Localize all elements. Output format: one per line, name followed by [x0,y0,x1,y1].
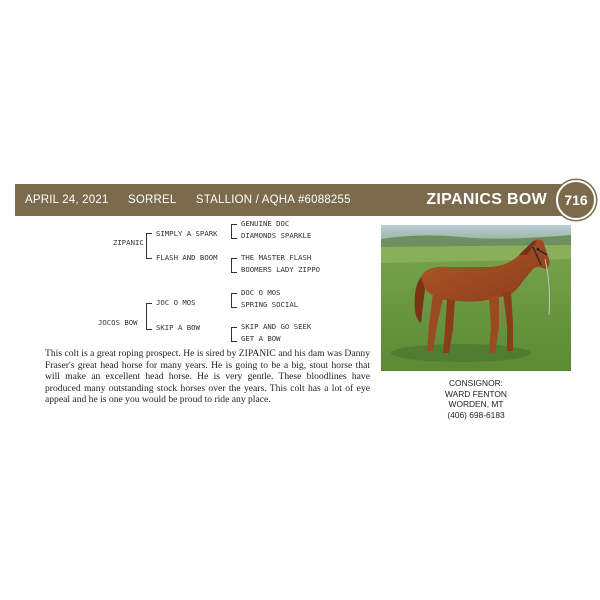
consignor-label: CONSIGNOR: [449,378,503,388]
pedigree-bracket [231,258,237,273]
pedigree-bracket [231,327,237,342]
pedigree-ss-sire: GENUINE DOC [241,219,290,228]
pedigree-dd-sire: SKIP AND GO SEEK [241,322,312,331]
pedigree-sire: ZIPANIC [113,238,144,247]
sex-registry: STALLION / AQHA #6088255 [195,194,351,206]
pedigree-bracket [231,293,237,308]
header-bar [15,184,575,216]
consignor-phone: (406) 698-6183 [447,409,505,420]
pedigree-ds-sire: DOC O MOS [241,288,281,297]
consignor-location: WORDEN, MT [448,399,504,409]
pedigree-bracket [231,224,237,239]
pedigree-ds-dam: SPRING SOCIAL [241,300,299,309]
pedigree-ss-dam: DIAMONDS SPARKLE [241,231,312,240]
consignor-name: WARD FENTON [445,388,507,399]
pedigree-dam-dam: SKIP A BOW [156,323,200,332]
horse-name: ZIPANICS BOW [426,191,547,208]
horse-description: This colt is a great roping prospect. He is sired by ZIPANIC and his dam was Danny Fraser's great head horse for many years. He is going to be a big, stout horse that will make an excellent head horse. He is very gentle. These bloodlines have produced many outstanding stock horses over the years. This colt has a lot of eye appeal and he is one you would be proud to ride any place. [45,348,370,406]
pedigree-bracket [146,303,152,330]
pedigree-sire-sire: SIMPLY A SPARK [156,229,218,238]
pedigree-sd-dam: BOOMERS LADY ZIPPO [241,265,321,274]
pedigree-dd-dam: GET A BOW [241,334,281,343]
horse-color: SORREL [127,194,177,206]
pedigree-bracket [146,233,152,259]
pedigree-sd-sire: THE MASTER FLASH [241,253,312,262]
header-meta [25,184,367,216]
lot-number-badge: 716 [556,180,596,220]
pedigree-dam-sire: JOC O MOS [156,298,196,307]
horse-photo [381,225,571,371]
pedigree-sire-dam: FLASH AND BOOM [156,253,218,262]
consignor-info [381,378,571,420]
sale-date: APRIL 24, 2021 [25,194,109,206]
pedigree-dam: JOCOS BOW [98,318,138,327]
